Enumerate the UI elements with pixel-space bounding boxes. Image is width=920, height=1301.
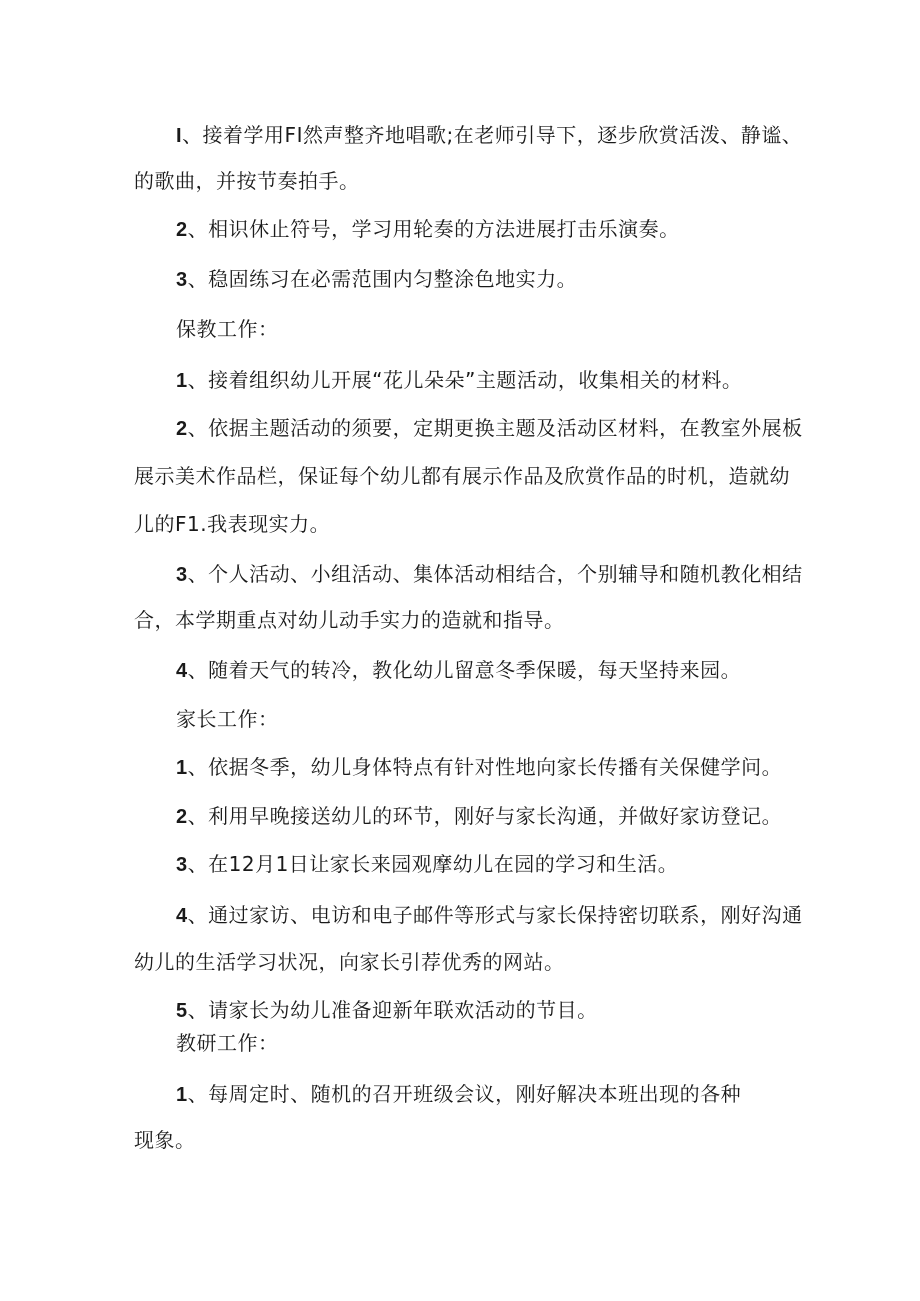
item-number: 5	[176, 1000, 188, 1022]
parents-item-3	[176, 850, 678, 879]
item-number: 1	[176, 757, 188, 779]
care-heading: 保教工作：	[176, 317, 279, 341]
item-text: 、利用早晚接送幼儿的环节，刚好与家长沟通，并做好家访登记。	[187, 804, 783, 828]
music-item-2	[176, 215, 680, 244]
care-item-1	[176, 366, 742, 395]
parents-item-2	[176, 802, 782, 831]
item-text: 、每周定时、随机的召开班级会议，刚好解决本班出现的各种	[187, 1082, 742, 1106]
item-number: 3	[176, 854, 188, 876]
item-number: 4	[176, 905, 188, 927]
item-number: 1	[176, 1084, 188, 1106]
item-text: 、稳固练习在必需范围内匀整涂色地实力。	[187, 267, 578, 291]
item-text: 、通过家访、电访和电子邮件等形式与家长保持密切联系，刚好沟通	[187, 903, 803, 927]
item-number: 2	[176, 219, 188, 241]
parents-item-4-line-2: 幼儿的生活学习状况，向家长引荐优秀的网站。	[134, 950, 565, 974]
item-text: 、个人活动、小组活动、集体活动相结合，个别辅导和随机教化相结	[187, 562, 803, 586]
care-item-4	[176, 656, 741, 685]
item-number: 3	[176, 269, 188, 291]
item-text: 、请家长为幼儿准备迎新年联欢活动的节目。	[187, 998, 598, 1022]
care-item-3-line-2: 合，本学期重点对幼儿动手实力的造就和指导。	[134, 608, 565, 632]
care-item-2-line-1	[176, 414, 803, 443]
research-item-1-line-2: 现象。	[134, 1128, 196, 1152]
music-item-1-line-1	[176, 121, 802, 150]
research-heading: 教研工作：	[176, 1031, 279, 1055]
item-text: 、依据主题活动的须要，定期更换主题及活动区材料，在教室外展板	[187, 416, 803, 440]
item-number: 1	[176, 370, 188, 392]
item-number: 4	[176, 660, 188, 682]
parents-heading: 家长工作：	[176, 707, 279, 731]
music-item-1-line-2: 的歌曲，并按节奏拍手。	[134, 169, 360, 193]
item-number: I	[176, 125, 183, 147]
item-text: 、接着学用FI然声整齐地唱歌;在老师引导下，逐步欣赏活泼、静谧、	[182, 123, 803, 147]
item-number: 2	[176, 806, 188, 828]
care-item-3-line-1	[176, 560, 803, 589]
item-number: 3	[176, 564, 188, 586]
care-item-2-line-3: 儿的F1.我表现实力。	[134, 512, 331, 536]
research-item-1-line-1	[176, 1080, 741, 1109]
parents-item-5	[176, 996, 598, 1025]
item-text: 、在12月1日让家长来园观摩幼儿在园的学习和生活。	[187, 852, 679, 876]
item-number: 2	[176, 418, 188, 440]
music-item-3	[176, 265, 577, 294]
parents-item-4-line-1	[176, 901, 803, 930]
item-text: 、相识休止符号，学习用轮奏的方法进展打击乐演奏。	[187, 217, 680, 241]
care-item-2-line-2: 展示美术作品栏，保证每个幼儿都有展示作品及欣赏作品的时机，造就幼	[134, 464, 790, 488]
parents-item-1	[176, 753, 782, 782]
item-text: 、依据冬季，幼儿身体特点有针对性地向家长传播有关保健学问。	[187, 755, 783, 779]
item-text: 、接着组织幼儿开展“花儿朵朵”主题活动，收集相关的材料。	[187, 368, 743, 392]
item-text: 、随着天气的转冷，教化幼儿留意冬季保暖，每天坚持来园。	[187, 658, 742, 682]
